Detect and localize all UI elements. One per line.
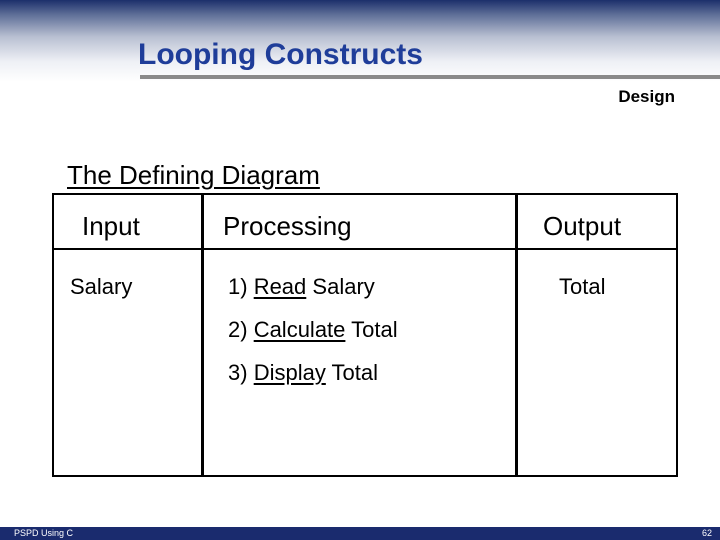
header-input: Input — [82, 211, 140, 241]
footer-bar — [0, 527, 720, 540]
footer-course-label: PSPD Using C — [14, 528, 74, 538]
slide-subtitle: Design — [618, 87, 675, 106]
defining-diagram-table — [52, 193, 678, 477]
header-row-divider — [54, 248, 676, 250]
output-value: Total — [559, 274, 606, 299]
step-object: Total — [351, 317, 398, 342]
slide-title: Looping Constructs — [138, 38, 423, 71]
step-verb: Read — [253, 274, 307, 299]
step-object: Salary — [312, 274, 375, 299]
input-value: Salary — [70, 274, 133, 299]
step-object: Total — [331, 360, 379, 385]
step-number: 1) — [228, 274, 248, 299]
step-verb: Display — [253, 360, 326, 385]
step-verb: Calculate — [253, 317, 346, 342]
step-number: 3) — [228, 360, 248, 385]
processing-step-1 — [228, 274, 375, 300]
processing-step-3 — [228, 360, 378, 386]
step-number: 2) — [228, 317, 248, 342]
title-underline-rule — [140, 75, 720, 79]
footer-page-number: 62 — [701, 528, 712, 538]
section-heading: The Defining Diagram — [67, 160, 320, 190]
column-divider-input — [201, 195, 204, 475]
processing-step-2 — [228, 317, 398, 343]
header-output: Output — [543, 211, 622, 241]
header-processing: Processing — [223, 211, 352, 241]
column-divider-processing — [515, 195, 518, 475]
